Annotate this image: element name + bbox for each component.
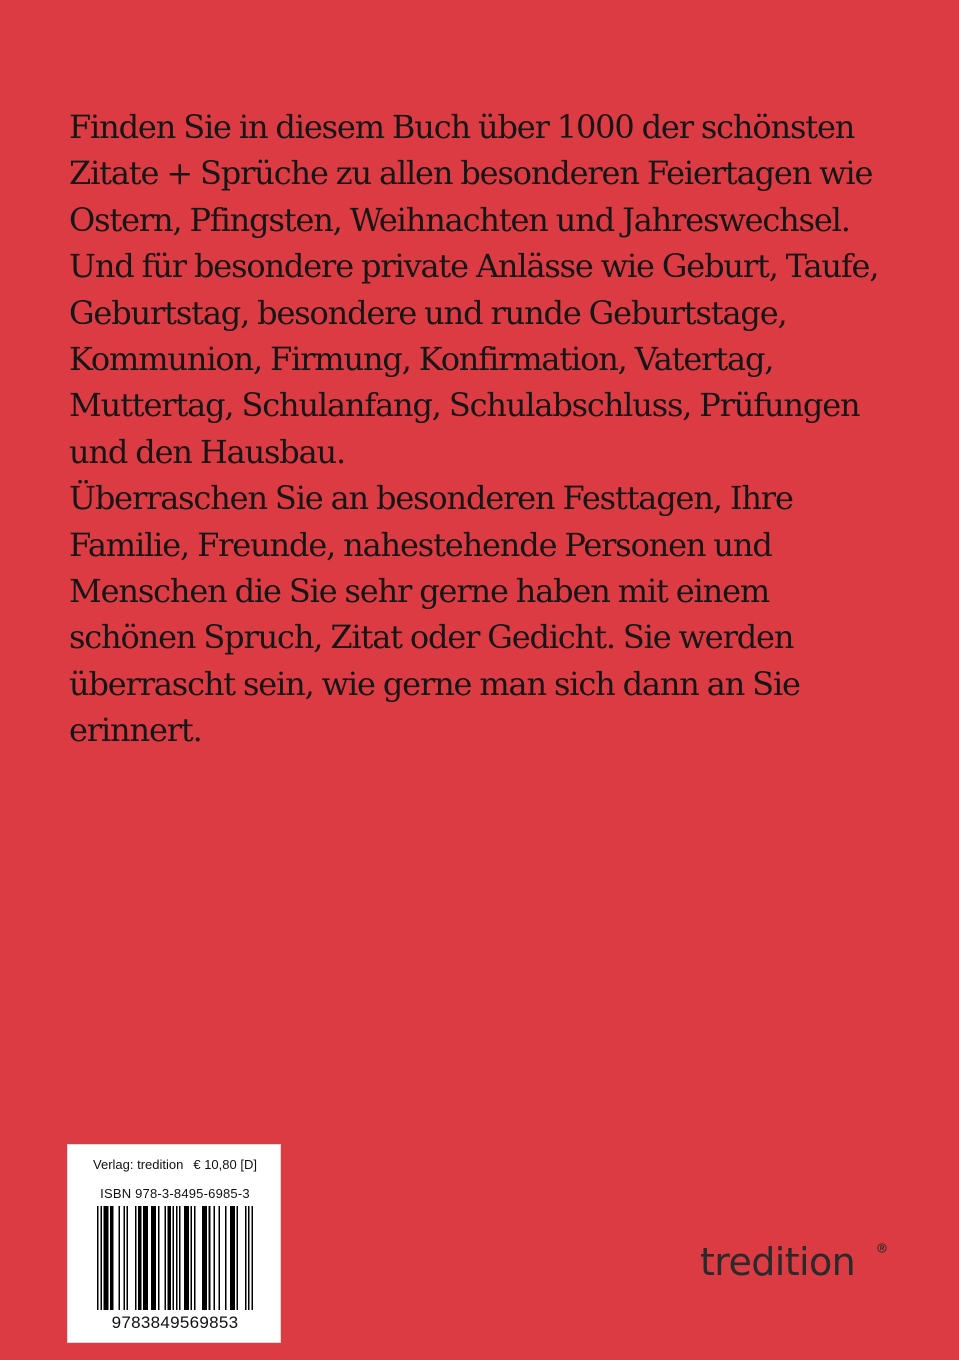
blurb-line: Finden Sie in diesem Buch über 1000 der schönsten [69, 108, 855, 146]
barcode-bar [168, 1206, 171, 1310]
barcode-bar [164, 1206, 166, 1310]
blurb-line: Kommunion, Firmung, Konfirmation, Vatertag, [69, 340, 774, 379]
registered-trademark-icon [877, 1243, 887, 1253]
barcode-bar [225, 1206, 227, 1310]
barcode-bar [237, 1206, 239, 1310]
barcode-bar [248, 1206, 250, 1310]
blurb-line: Geburtstag, besondere und runde Geburtstage, [69, 293, 787, 332]
blurb-line: Zitate + Sprüche zu allen besonderen Feiertagen wie [69, 154, 873, 193]
barcode-bar [214, 1206, 216, 1310]
price-label: € 10,80 [D] [193, 1157, 257, 1172]
barcode-bar [123, 1206, 125, 1310]
blurb-line: und den Hausbau. [69, 432, 346, 471]
blurb-line: Und für besondere private Anlässe wie Geburt, Taufe, [69, 247, 879, 286]
blurb-line: Überraschen Sie an besonderen Festtagen, Ihre [69, 479, 793, 518]
barcode-bar [158, 1206, 160, 1310]
barcode-bar [219, 1206, 221, 1310]
barcode-bar [209, 1206, 211, 1310]
barcode-digits: 9783849569853 [111, 1313, 239, 1332]
barcode-bar [104, 1206, 109, 1310]
barcode-bar [151, 1206, 156, 1310]
barcode-bar [143, 1206, 148, 1310]
blurb-text [69, 104, 929, 754]
barcode-bars [97, 1206, 253, 1310]
publisher-price-line [68, 1157, 282, 1173]
publisher-logo [700, 1238, 900, 1288]
barcode-bar [179, 1206, 181, 1310]
isbn-label: ISBN 978-3-8495-6985-3 [100, 1186, 250, 1201]
blurb-line: erinnert. [69, 711, 202, 750]
barcode-box [67, 1144, 281, 1343]
blurb-line: Menschen die Sie sehr gerne haben mit einem [69, 572, 770, 611]
barcode-bar [127, 1206, 129, 1310]
blurb-line: überrascht sein, wie gerne man sich dann an Sie [69, 664, 800, 703]
barcode-bar [176, 1206, 178, 1310]
barcode-bar [251, 1206, 253, 1310]
publisher-label: Verlag: tredition [93, 1157, 184, 1172]
blurb-line: Ostern, Pfingsten, Weihnachten und Jahreswechsel. [69, 200, 850, 239]
barcode-bar [194, 1206, 196, 1310]
barcode-bar [118, 1206, 120, 1310]
barcode-bar [191, 1206, 193, 1310]
barcode-bar [173, 1206, 175, 1310]
barcode-bar [230, 1206, 235, 1310]
barcode-bar [135, 1206, 137, 1310]
blurb-line: Familie, Freunde, nahestehende Personen und [69, 525, 772, 564]
barcode-bar [110, 1206, 113, 1310]
barcode-bar [245, 1206, 247, 1310]
barcode-bar [100, 1206, 102, 1310]
blurb-line: Muttertag, Schulanfang, Schulabschluss, Prüfungen [69, 386, 860, 425]
barcode-bar [138, 1206, 141, 1310]
barcode-bar [97, 1206, 99, 1310]
logo-text: tredition [700, 1240, 856, 1284]
barcode-bar [184, 1206, 189, 1310]
blurb-line: schönen Spruch, Zitat oder Gedicht. Sie werden [69, 618, 794, 657]
barcode-bar [202, 1206, 207, 1310]
